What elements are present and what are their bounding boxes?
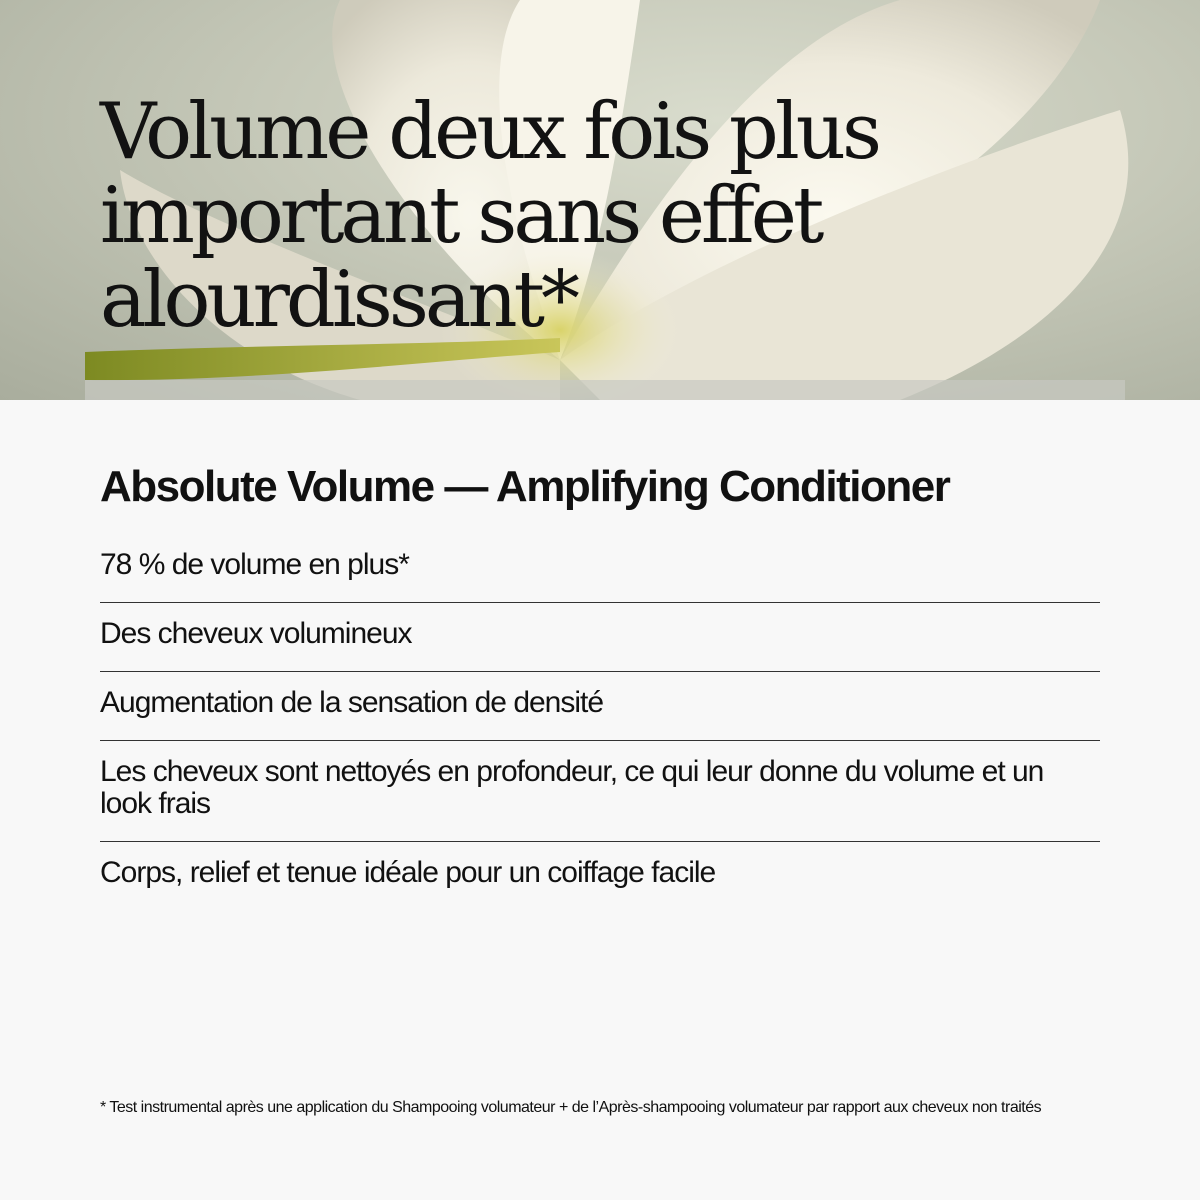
- benefit-item: Corps, relief et tenue idéale pour un coiffage facile: [100, 856, 716, 889]
- hero-headline: [100, 87, 1000, 345]
- headline-line-2: important sans effet: [100, 171, 821, 261]
- benefit-item: 78 % de volume en plus*: [100, 540, 1100, 603]
- headline-line-1: Volume deux fois plus: [100, 87, 879, 177]
- headline-line-3: alourdissant*: [100, 255, 576, 345]
- hero-banner: [0, 0, 1200, 400]
- product-title: Absolute Volume — Amplifying Conditioner: [100, 462, 950, 511]
- benefit-item: Augmentation de la sensation de densité: [100, 672, 1100, 741]
- benefits-list: [100, 540, 1100, 910]
- footnote: * Test instrumental après une application du Shampooing volumateur + de l’Après-shampooing volumateur par rapport aux cheveux non traités: [100, 1099, 1042, 1116]
- benefit-item: Des cheveux volumineux: [100, 603, 1100, 672]
- benefit-item: Les cheveux sont nettoyés en profondeur, ce qui leur donne du volume et un look frais: [100, 741, 1100, 842]
